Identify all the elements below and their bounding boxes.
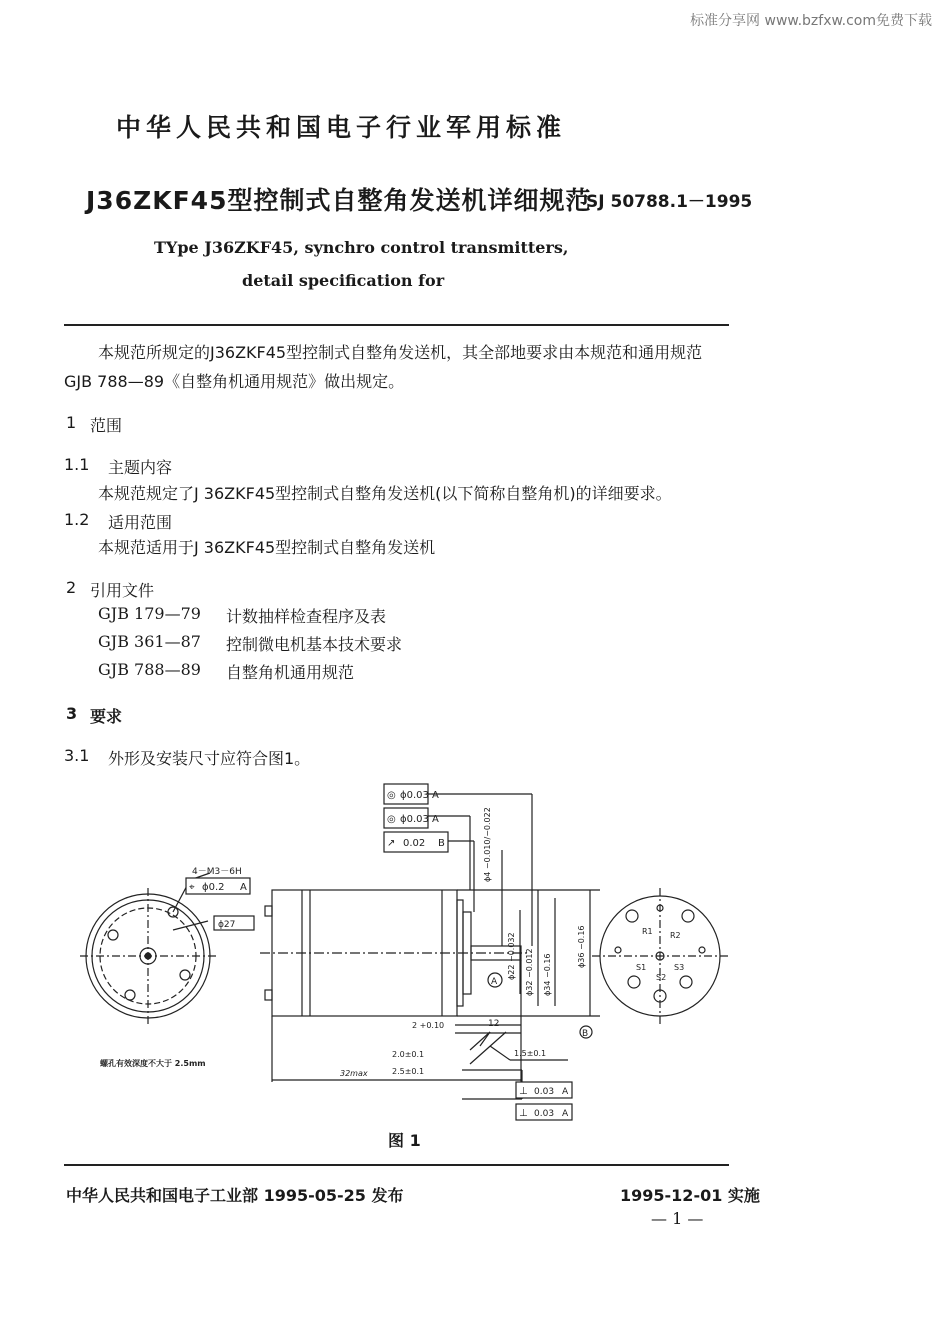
- front-mounting-hole-4: [125, 990, 135, 1000]
- reference-name-1: 计数抽样检查程序及表: [226, 607, 387, 626]
- terminal-label-s1: S1: [636, 963, 647, 972]
- dim-1-5: 1.5±0.1: [514, 1049, 547, 1058]
- perp-frame-1-symbol: ⊥: [519, 1108, 528, 1119]
- terminal-s1: [628, 976, 640, 988]
- dim-shaft-2: ϕ22 −0.032: [507, 932, 516, 980]
- section-1-number: 1: [66, 413, 77, 432]
- dim-body-1: ϕ34 −0.16: [543, 953, 552, 996]
- dim-shaft-1: ϕ4 −0.010/−0.022: [483, 807, 492, 882]
- reference-code-3: GJB 788—89: [98, 660, 201, 679]
- section-3-title: 要求: [90, 707, 123, 726]
- dim-2-5: 2.5±0.1: [392, 1067, 425, 1076]
- terminal-label-s3: S3: [674, 963, 685, 972]
- dim-body-2: ϕ36 −0.16: [577, 925, 586, 968]
- doc-code: SJ 50788.1－1995: [586, 192, 753, 212]
- section-3-1-text: 外形及安装尺寸应符合图1。: [108, 749, 311, 768]
- terminal-r2: [682, 910, 694, 922]
- figure-caption: 图 1: [388, 1131, 421, 1150]
- terminal-s3: [680, 976, 692, 988]
- tol-frame-2-datum: A: [432, 814, 439, 825]
- tol-frame-3-symbol: ↗: [387, 838, 396, 849]
- section-1-2-title: 适用范围: [108, 513, 173, 532]
- watermark: 标准分享网 www.bzfxw.com免费下载: [690, 13, 932, 29]
- intro-line1: 本规范所规定的J36ZKF45型控制式自整角发送机，其全部地要求由本规范和通用规范: [98, 343, 703, 362]
- dim-12: 12: [488, 1019, 500, 1029]
- figure-1-drawing: [70, 770, 750, 1125]
- pcd-label: ϕ27: [218, 920, 236, 930]
- footer-divider: [64, 1164, 729, 1166]
- figure-note: 螺孔有效深度不大于 2.5mm: [100, 1059, 206, 1068]
- section-1-1-number: 1.1: [64, 455, 90, 474]
- perp-frame-2-value: 0.03: [534, 1087, 555, 1097]
- tol-frame-1-datum: A: [432, 790, 439, 801]
- english-title-line2: detail specification for: [242, 271, 445, 290]
- section-2-title: 引用文件: [90, 581, 155, 600]
- section-1-1-text: 本规范规定了J 36ZKF45型控制式自整角发送机(以下简称自整角机)的详细要求。: [98, 484, 672, 503]
- page-number: — 1 —: [651, 1209, 704, 1228]
- terminal-label-r1: R1: [642, 927, 653, 936]
- terminal-label-r2: R2: [670, 931, 681, 940]
- perp-frame-1-datum: A: [562, 1109, 569, 1119]
- section-1-title: 范围: [90, 416, 123, 435]
- section-3-1-number: 3.1: [64, 746, 90, 765]
- tol-frame-2-value: ϕ0.03: [400, 814, 429, 825]
- datum-a-label: A: [491, 977, 498, 987]
- reference-name-3: 自整角机通用规范: [226, 663, 355, 682]
- tol-frame-1-value: ϕ0.03: [400, 790, 429, 801]
- footer-issuer: 中华人民共和国电子工业部 1995-05-25 发布: [66, 1186, 404, 1205]
- thread-tol-datum: A: [240, 882, 247, 893]
- header-divider: [64, 324, 729, 326]
- reference-code-1: GJB 179—79: [98, 604, 201, 623]
- section-1-1-title: 主题内容: [108, 458, 173, 477]
- tol-frame-2-symbol: ◎: [387, 814, 396, 825]
- dim-2: 2 +0.10: [412, 1021, 445, 1030]
- reference-code-2: GJB 361—87: [98, 632, 201, 651]
- section-1-2-text: 本规范适用于J 36ZKF45型控制式自整角发送机: [98, 538, 436, 557]
- perp-frame-1-value: 0.03: [534, 1109, 555, 1119]
- terminal-label-s2: S2: [656, 973, 667, 982]
- org-header: 中华人民共和国电子行业军用标准: [116, 113, 567, 142]
- front-mounting-hole-1: [108, 930, 118, 940]
- thread-tol-symbol: ⌖: [189, 882, 195, 893]
- dim-32max: 32max: [340, 1069, 368, 1078]
- footer-effective-date: 1995-12-01 实施: [620, 1186, 760, 1205]
- section-1-2-number: 1.2: [64, 510, 90, 529]
- doc-title: J36ZKF45型控制式自整角发送机详细规范: [86, 186, 592, 215]
- section-3-number: 3: [66, 704, 78, 723]
- thread-label: 4－M3－6H: [192, 867, 242, 877]
- terminal-r1: [626, 910, 638, 922]
- perp-frame-2-datum: A: [562, 1087, 569, 1097]
- intro-line2: GJB 788—89《自整角机通用规范》做出规定。: [64, 372, 405, 391]
- datum-b-label: B: [582, 1029, 589, 1039]
- section-2-number: 2: [66, 578, 77, 597]
- thread-tol-value: ϕ0.2: [202, 882, 225, 893]
- dim-2-0: 2.0±0.1: [392, 1050, 425, 1059]
- tol-frame-3-datum: B: [438, 838, 445, 849]
- tol-frame-1-symbol: ◎: [387, 790, 396, 801]
- front-mounting-hole-3: [180, 970, 190, 980]
- reference-name-2: 控制微电机基本技术要求: [226, 635, 403, 654]
- dim-shaft-3: ϕ32 −0.012: [525, 948, 534, 996]
- tol-frame-3-value: 0.02: [403, 838, 426, 849]
- english-title-line1: TYpe J36ZKF45, synchro control transmitters,: [154, 238, 569, 257]
- perp-frame-2-symbol: ⊥: [519, 1086, 528, 1097]
